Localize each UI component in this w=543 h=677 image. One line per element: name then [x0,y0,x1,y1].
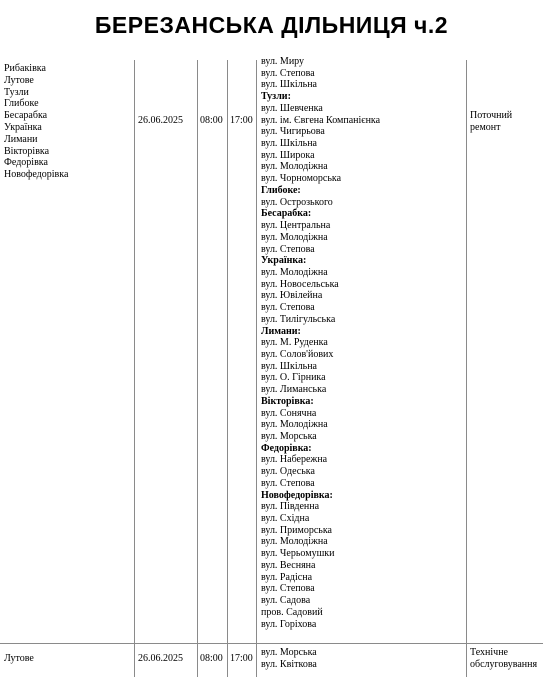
villages-cell [4,63,68,181]
streets-cell [261,56,380,630]
village-heading: Українка: [261,255,307,267]
village-name: Лутове [4,74,34,86]
street-name: пров. Садовий [261,606,323,618]
village-name: Новофедорівка [4,169,69,181]
row-divider [0,643,543,644]
village-name: Рибаківка [4,63,46,74]
village-cell: Лутове [4,653,34,664]
street-name: вул. Шкільна [261,79,317,91]
end-time-cell: 17:00 [230,653,253,664]
street-name: вул. Степова [261,243,315,255]
street-name: вул. Квіткова [261,658,317,670]
street-name: вул. Степова [261,302,315,314]
village-name: Глибоке [4,98,39,110]
street-name: вул. Південна [261,501,320,513]
village-heading: Бесарабка: [261,208,312,220]
column-divider [466,60,467,677]
work-type-line: Технічне [470,647,508,658]
village-name: Тузли [4,86,29,98]
street-name: вул. Весняна [261,559,316,571]
street-name: вул. Степова [261,477,315,489]
street-name: вул. Горіхова [261,618,317,630]
village-heading: Федорівка: [261,442,312,454]
street-name: вул. Одеська [261,466,315,478]
village-name: Федорівка [4,157,48,169]
street-name: вул. Шкільна [261,360,317,372]
street-name: вул. Черьомушки [261,548,335,560]
street-name: вул. Радісна [261,571,313,583]
page-title: БЕРЕЗАНСЬКА ДІЛЬНИЦЯ ч.2 [94,12,449,38]
work-type-line: ремонт [470,121,501,133]
street-name: вул. Миру [261,56,305,67]
street-name: вул. Морська [261,431,317,442]
street-name: вул. Чорноморська [261,173,342,185]
street-name: вул. Солов'йових [261,348,334,360]
street-name: вул. Ювілейна [261,290,323,302]
village-heading: Глибоке: [261,184,301,196]
street-name: вул. Молодіжна [261,231,328,243]
street-name: вул. Східна [261,513,310,525]
street-name: вул. Лиманська [261,384,327,396]
date-cell: 26.06.2025 [138,115,183,126]
work-type-cell [470,647,537,671]
village-name: Українка [4,121,42,133]
village-heading: Тузли: [261,91,291,103]
work-type-line: Поточний [470,110,513,121]
streets-cell [261,647,317,671]
village-heading: Вікторівка: [261,395,314,407]
street-name: вул. Степова [261,583,315,595]
street-name: вул. Широка [261,149,315,161]
village-heading: Новофедорівка: [261,489,333,501]
street-name: вул. Садова [261,595,311,607]
street-name: вул. Молодіжна [261,419,328,431]
start-time-cell: 08:00 [200,653,223,664]
street-name: вул. Степова [261,67,315,79]
street-name: вул. Острозького [261,196,333,208]
end-time-cell: 17:00 [230,115,253,126]
street-name: вул. М. Руденка [261,337,328,349]
village-name: Вікторівка [4,145,50,157]
column-divider [197,60,198,677]
street-name: вул. Новосельська [261,278,339,290]
street-name: вул. Молодіжна [261,161,328,173]
column-divider [227,60,228,677]
street-name: вул. Молодіжна [261,536,328,548]
column-divider [134,60,135,677]
street-name: вул. ім. Євгена Компанієнка [261,114,381,126]
work-type-cell [470,110,512,134]
column-divider [256,60,257,677]
street-name: вул. Шкільна [261,138,317,150]
street-name: вул. Тилігульська [261,313,336,325]
street-name: вул. Центральна [261,220,331,232]
street-name: вул. Морська [261,647,317,658]
street-name: вул. Чигирьова [261,126,325,138]
street-name: вул. Шевченка [261,102,323,114]
street-name: вул. Приморська [261,524,332,536]
village-name: Бесарабка [4,110,48,122]
date-cell: 26.06.2025 [138,653,183,664]
outage-schedule-table [0,56,543,677]
village-name: Лимани [4,133,38,145]
street-name: вул. Сонячна [261,407,317,419]
street-name: вул. О. Гірника [261,372,326,384]
start-time-cell: 08:00 [200,115,223,126]
street-name: вул. Молодіжна [261,266,328,278]
work-type-line: обслуговування [470,658,538,670]
street-name: вул. Набережна [261,454,328,466]
village-heading: Лимани: [261,325,301,337]
